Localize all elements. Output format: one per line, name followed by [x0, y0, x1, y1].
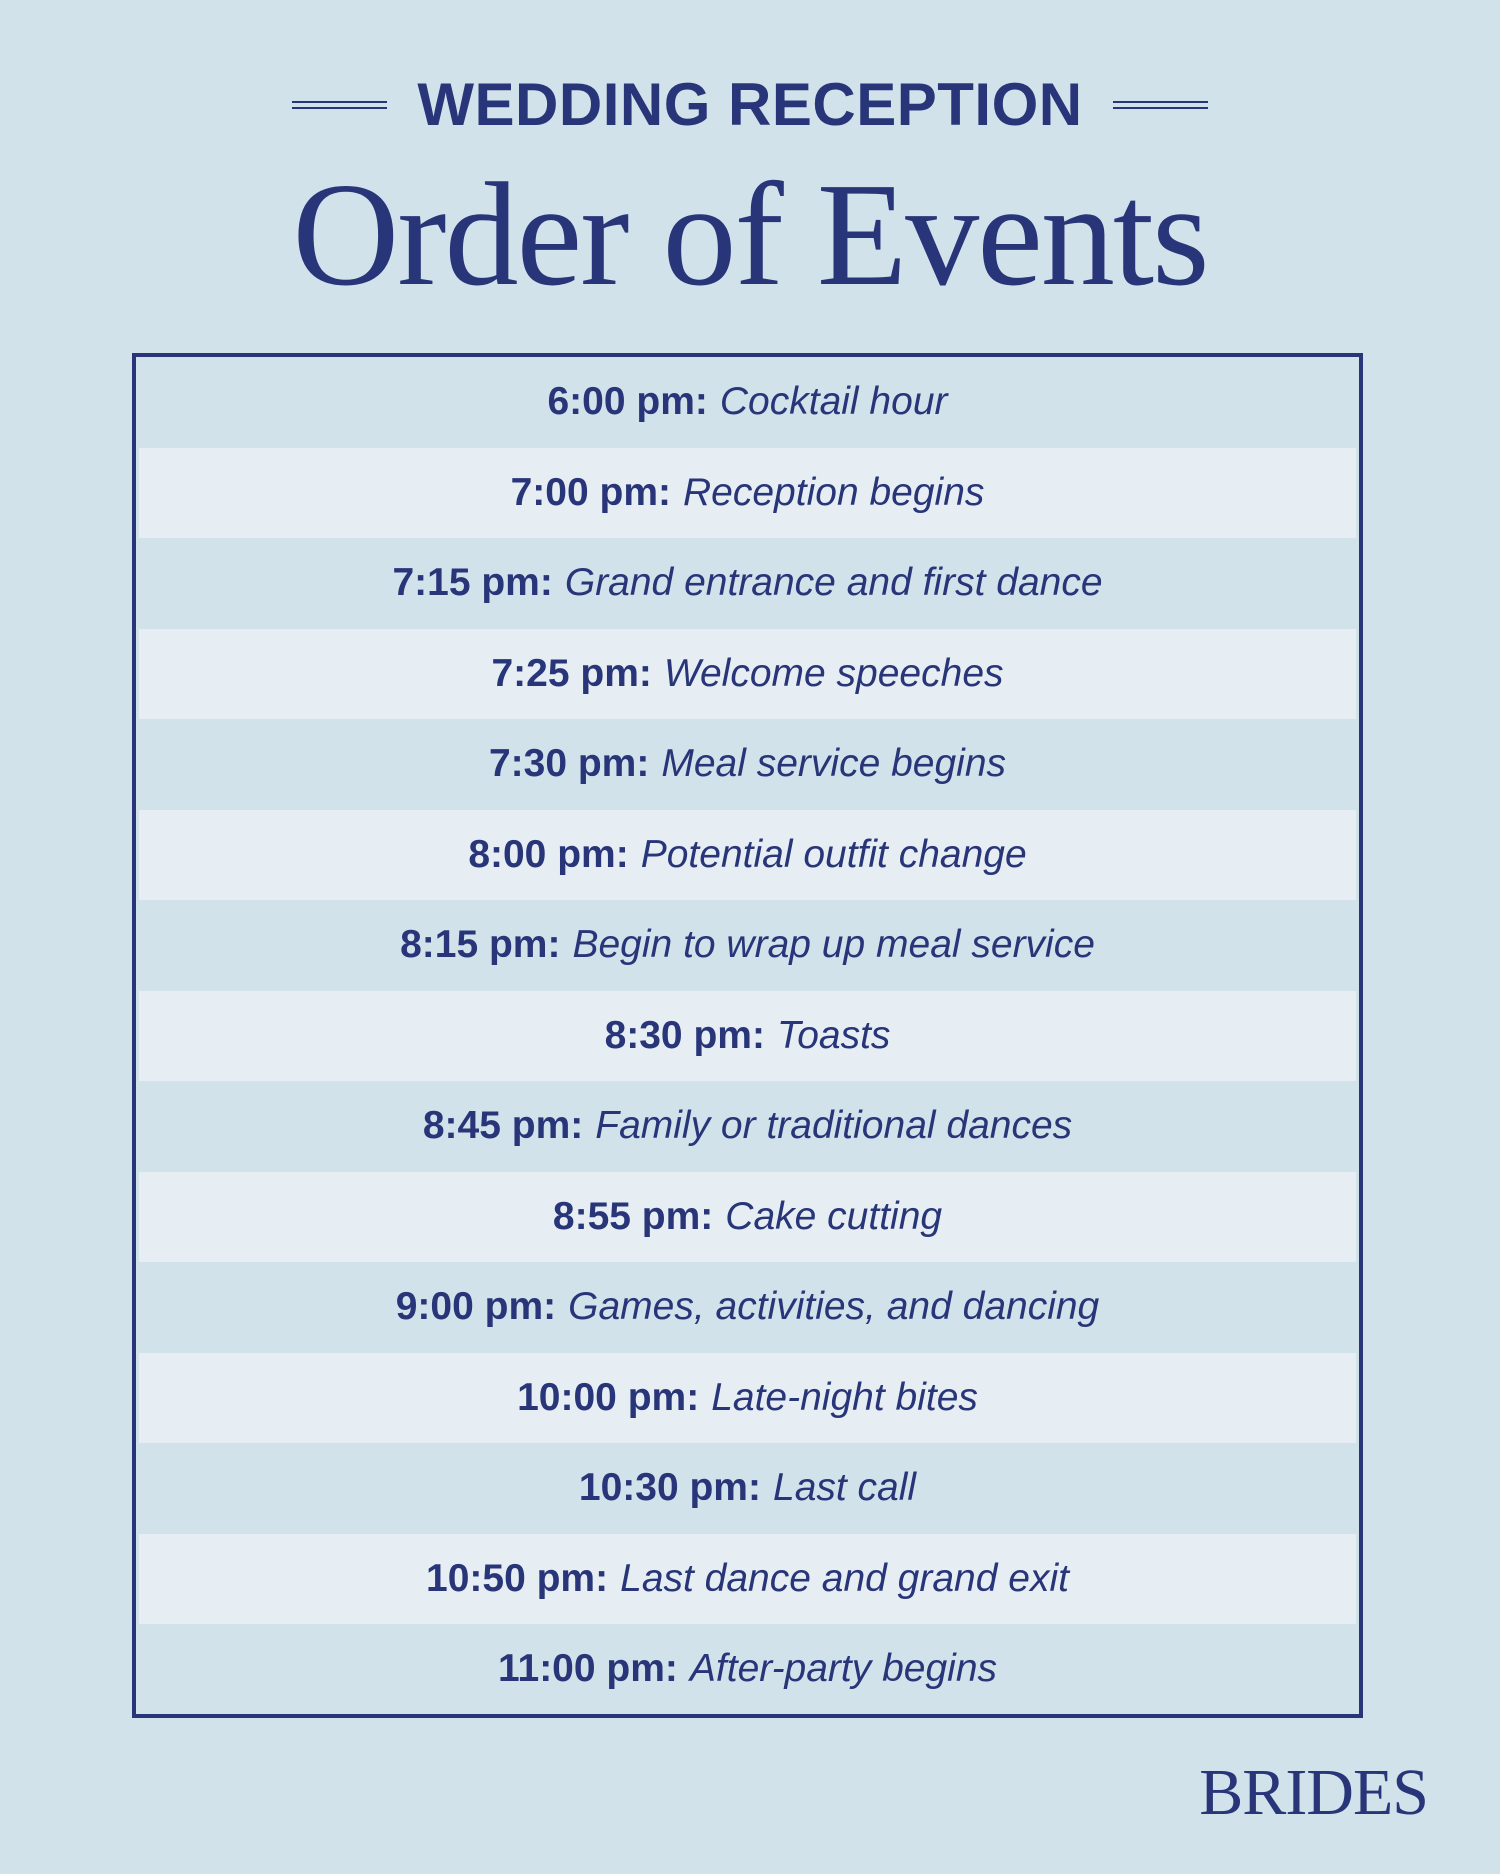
brides-logo: BRIDES	[1199, 1756, 1428, 1829]
right-double-rule	[1113, 101, 1208, 109]
row-time: 8:45 pm	[422, 1104, 571, 1148]
row-time: 8:15 pm	[400, 923, 548, 967]
row-separator: :	[686, 1375, 700, 1419]
row-event: Family or traditional dances	[595, 1104, 1073, 1148]
schedule-row	[139, 719, 1356, 810]
schedule-table	[132, 353, 1363, 1718]
row-separator: :	[595, 1556, 609, 1600]
schedule-row	[139, 629, 1356, 720]
row-separator: :	[638, 651, 652, 695]
row-time: 6:00 pm	[547, 380, 695, 424]
schedule-row	[139, 900, 1356, 991]
row-separator: :	[539, 561, 553, 605]
row-event: Grand entrance and first dance	[564, 561, 1103, 605]
row-separator: :	[658, 470, 672, 514]
schedule-row	[139, 1443, 1356, 1534]
row-event: Last dance and grand exit	[620, 1556, 1069, 1600]
row-time: 10:50 pm	[426, 1556, 596, 1600]
row-time: 11:00 pm	[497, 1647, 665, 1691]
schedule-row	[139, 1172, 1356, 1263]
schedule-row	[139, 1262, 1356, 1353]
row-event: Games, activities, and dancing	[568, 1285, 1100, 1329]
row-event: Potential outfit change	[640, 832, 1027, 876]
row-separator: :	[615, 832, 629, 876]
page-title: Order of Events	[292, 153, 1208, 317]
schedule-row	[139, 1353, 1356, 1444]
kicker-text: WEDDING RECEPTION	[417, 71, 1083, 138]
row-event: After-party begins	[689, 1647, 998, 1691]
row-separator: :	[748, 1466, 761, 1510]
row-separator: :	[636, 742, 650, 786]
row-separator: :	[694, 380, 708, 424]
row-time: 10:30 pm	[578, 1466, 748, 1510]
schedule-row	[139, 357, 1356, 448]
row-time: 8:30 pm	[604, 1013, 752, 1057]
row-separator: :	[700, 1194, 714, 1238]
row-separator: :	[664, 1647, 678, 1691]
row-separator: :	[751, 1013, 765, 1057]
row-time: 8:55 pm	[552, 1194, 701, 1238]
row-time: 7:30 pm	[488, 742, 637, 786]
row-event: Cocktail hour	[719, 380, 948, 424]
row-event: Welcome speeches	[663, 651, 1004, 695]
row-time: 7:15 pm	[392, 561, 540, 605]
row-event: Toasts	[776, 1013, 891, 1057]
left-double-rule	[292, 101, 387, 109]
row-separator: :	[570, 1104, 584, 1148]
row-time: 9:00 pm	[395, 1285, 544, 1329]
row-separator: :	[547, 923, 561, 967]
row-event: Last call	[773, 1466, 917, 1510]
schedule-row	[139, 1081, 1356, 1172]
row-event: Late-night bites	[711, 1375, 978, 1419]
schedule-row	[139, 538, 1356, 629]
row-event: Begin to wrap up meal service	[572, 923, 1095, 967]
header	[0, 60, 1500, 315]
row-separator: :	[543, 1285, 557, 1329]
row-time: 8:00 pm	[468, 832, 616, 876]
schedule-row	[139, 1624, 1356, 1715]
schedule-row	[139, 448, 1356, 539]
kicker-row	[0, 60, 1500, 150]
row-time: 7:25 pm	[491, 651, 639, 695]
row-time: 10:00 pm	[517, 1375, 687, 1419]
row-event: Cake cutting	[725, 1194, 943, 1238]
row-event: Reception begins	[683, 470, 985, 514]
schedule-row	[139, 810, 1356, 901]
schedule-row	[139, 1534, 1356, 1625]
row-time: 7:00 pm	[510, 470, 659, 514]
schedule-row	[139, 991, 1356, 1082]
row-event: Meal service begins	[661, 742, 1007, 786]
